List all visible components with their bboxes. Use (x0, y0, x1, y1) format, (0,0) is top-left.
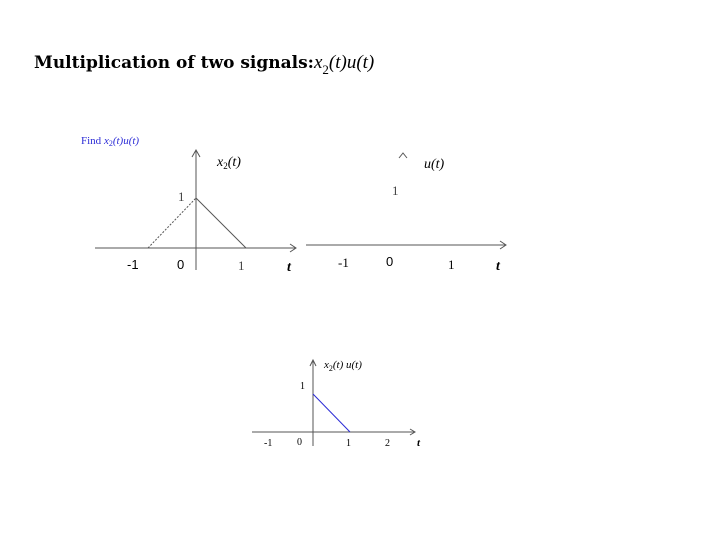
u-tick-1: 1 (448, 257, 455, 272)
product-tick-minus-1: -1 (264, 438, 273, 449)
plot-product (252, 359, 421, 449)
product-tick-0: 0 (297, 437, 302, 448)
x2-tick-1: 1 (238, 258, 245, 273)
u-tick-0: 0 (386, 254, 394, 269)
u-axis-label: u(t) (424, 157, 445, 172)
title-expression: $x_2(t)u(t)$ (313, 52, 375, 77)
u-amplitude-label: 1 (392, 183, 399, 198)
find-prompt: Find $x_2(t)u(t)$ (81, 135, 140, 148)
u-amplitude-axis-arrowhead (399, 153, 407, 158)
product-time-label: t (417, 437, 421, 449)
plot-x2 (95, 150, 296, 275)
x2-time-label: t (287, 260, 291, 275)
product-amplitude-label: 1 (300, 381, 305, 392)
x2-rising-edge (148, 198, 196, 248)
title-text: Multiplication of two signals: (34, 53, 314, 73)
x2-amplitude-label: 1 (178, 189, 185, 204)
u-tick-minus-1: -1 (338, 255, 349, 270)
product-tick-2: 2 (385, 438, 390, 449)
product-falling-edge (313, 394, 350, 432)
x2-tick-0: 0 (177, 257, 185, 272)
plot-u (306, 153, 506, 274)
product-tick-1: 1 (346, 438, 351, 449)
product-axis-label: $x_2(t)$ u(t) (324, 359, 362, 373)
x2-tick-minus-1: -1 (127, 257, 139, 272)
x2-axis-label: $x_2(t)$ (217, 155, 241, 171)
x2-falling-edge (196, 198, 246, 248)
u-time-label: t (496, 259, 500, 274)
